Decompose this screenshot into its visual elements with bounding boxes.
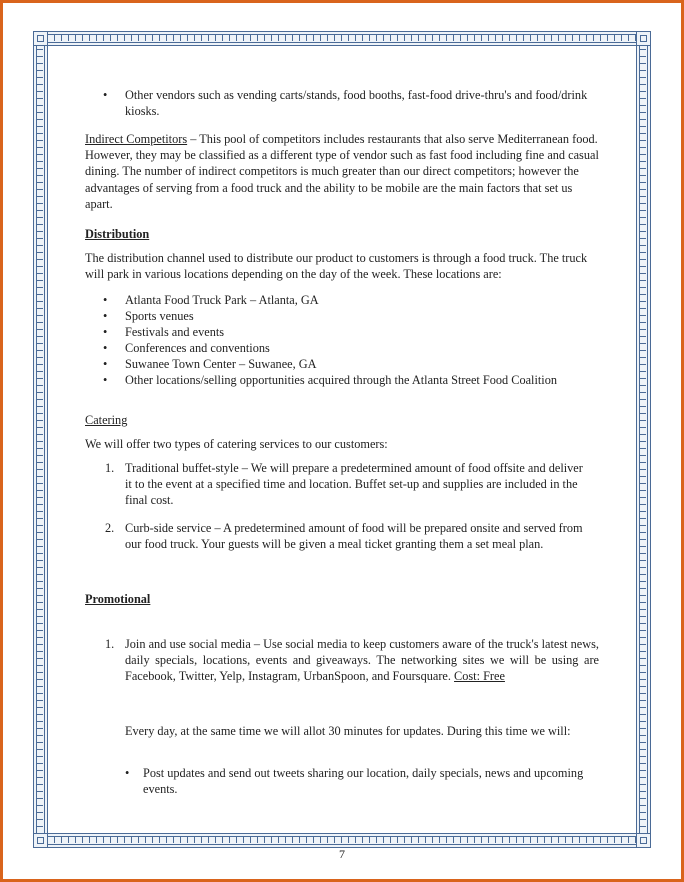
catering-item xyxy=(105,520,591,552)
border-left xyxy=(33,31,48,848)
bullet-marker: • xyxy=(103,293,108,307)
catering-intro: We will offer two types of catering services to our customers: xyxy=(85,437,388,451)
border-corner-bl xyxy=(33,833,48,848)
border-corner-tl xyxy=(33,31,48,46)
item-number: 1. xyxy=(105,637,115,651)
location-text: Suwanee Town Center – Suwanee, GA xyxy=(125,357,317,371)
border-corner-br xyxy=(636,833,651,848)
location-text: Other locations/selling opportunities acquired through the Atlanta Street Food Coalition xyxy=(125,373,558,387)
bullet-marker: • xyxy=(103,341,108,355)
item-number: 1. xyxy=(105,461,115,475)
catering-heading: Catering xyxy=(85,413,128,427)
location-item xyxy=(103,356,625,372)
sub-bullet-item xyxy=(125,765,588,797)
location-item xyxy=(103,372,625,388)
location-text: Sports venues xyxy=(125,309,194,323)
bullet-marker: • xyxy=(125,766,130,780)
location-item xyxy=(103,324,625,340)
location-item xyxy=(103,292,625,308)
distribution-heading: Distribution xyxy=(85,227,150,241)
promotional-item-text: Join and use social media – Use social media to keep customers aware of the truck's latest news, daily specials, locations, events and giveaways. The networking sites we will be using are Facebook, Twitter, Yelp, Instagram, UrbanSpoon, and Foursquare. xyxy=(125,637,599,684)
list-item xyxy=(103,87,605,119)
indirect-competitors-text: – This pool of competitors includes restaurants that also serve Mediterranean food. However, they may be classified as a different type of vendor such as fast food including fine and casual dining. The number of indirect competitors is much greater than our direct competitors; however the advantages of serving from a food truck and the ability to be mobile are the main factors that set us apart. xyxy=(85,132,599,211)
bullet-marker: • xyxy=(103,309,108,323)
indirect-competitors-heading: Indirect Competitors xyxy=(85,132,188,146)
location-item xyxy=(103,340,625,356)
location-text: Atlanta Food Truck Park – Atlanta, GA xyxy=(125,293,319,307)
promotional-item xyxy=(105,636,599,685)
location-item xyxy=(103,308,625,324)
bullet-text: Other vendors such as vending carts/stands, food booths, fast-food drive-thru's and food/drink kiosks. xyxy=(125,88,588,119)
distribution-intro: The distribution channel used to distribute our product to customers is through a food truck. The truck will park in various locations depending on the day of the week. These locations are: xyxy=(85,251,588,282)
location-text: Festivals and events xyxy=(125,325,225,339)
border-bottom xyxy=(33,833,651,848)
location-text: Conferences and conventions xyxy=(125,341,270,355)
bullet-marker: • xyxy=(103,373,108,387)
indirect-competitors-paragraph xyxy=(85,131,600,212)
cost-label: Cost: Free xyxy=(454,669,505,684)
border-corner-tr xyxy=(636,31,651,46)
catering-item xyxy=(105,460,591,509)
page-number: 7 xyxy=(339,847,345,861)
bullet-marker: • xyxy=(103,325,108,339)
catering-item-text: Curb-side service – A predetermined amount of food will be prepared onsite and served from our food truck. Your guests will be given a meal ticket granting them a set meal plan. xyxy=(125,521,583,552)
border-right xyxy=(636,31,651,848)
item-number: 2. xyxy=(105,521,115,535)
border-top xyxy=(33,31,651,46)
sub-bullet-text: Post updates and send out tweets sharing our location, daily specials, news and upcoming events. xyxy=(143,766,584,797)
catering-item-text: Traditional buffet-style – We will prepare a predetermined amount of food offsite and deliver it to the event at a specified time and location. Buffet set-up and supplies are included in the final cost. xyxy=(125,461,583,508)
promotional-heading: Promotional xyxy=(85,592,151,606)
everyday-text: Every day, at the same time we will allot 30 minutes for updates. During this time we will: xyxy=(125,724,571,738)
bullet-marker: • xyxy=(103,88,108,102)
bullet-marker: • xyxy=(103,357,108,371)
